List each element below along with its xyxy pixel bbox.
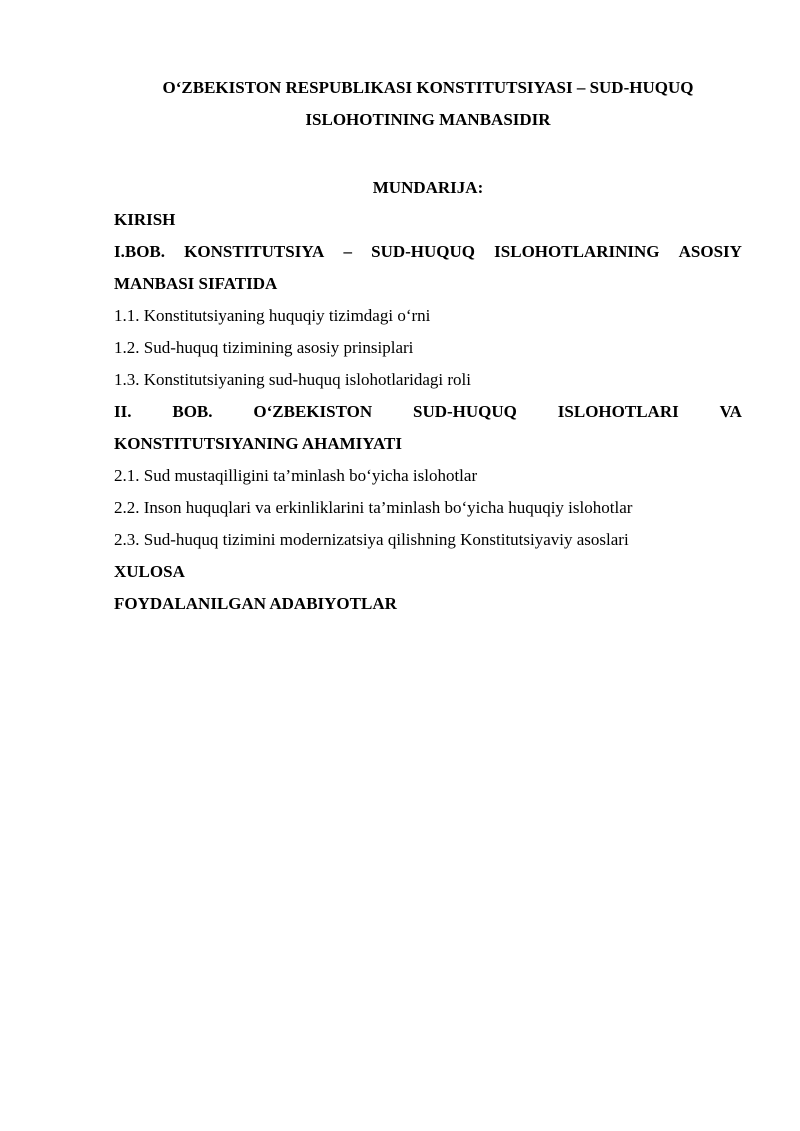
- toc-section-1-1: 1.1. Konstitutsiyaning huquqiy tizimdagi o‘rni: [114, 306, 431, 325]
- document-page: [114, 72, 742, 620]
- toc-chapter-1-line-1: [114, 236, 742, 268]
- toc-chapter-2-line-1: [114, 396, 742, 428]
- contents-heading: MUNDARIJA:: [372, 178, 484, 197]
- toc-section-1-3: 1.3. Konstitutsiyaning sud-huquq islohotlaridagi roli: [114, 370, 471, 389]
- chapter-1-word: –: [343, 242, 352, 261]
- toc-section-1-2: 1.2. Sud-huquq tizimining asosiy prinsiplari: [114, 338, 414, 357]
- toc-chapter-1-line-2: MANBASI SIFATIDA: [114, 274, 278, 293]
- toc-section-2-1: 2.1. Sud mustaqilligini ta’minlash bo‘yicha islohotlar: [114, 466, 478, 485]
- chapter-2-word: O‘ZBEKISTON: [253, 402, 373, 421]
- document-title-line-2: ISLOHOTINING MANBASIDIR: [305, 110, 551, 129]
- chapter-1-word: SUD-HUQUQ: [371, 242, 476, 261]
- toc-conclusion: XULOSA: [114, 562, 185, 581]
- chapter-2-word: II.: [114, 402, 132, 421]
- chapter-1-word: ASOSIY: [678, 242, 742, 261]
- chapter-1-word: KONSTITUTSIYA: [184, 242, 325, 261]
- chapter-2-word: SUD-HUQUQ: [413, 402, 517, 421]
- document-title-line-1: O‘ZBEKISTON RESPUBLIKASI KONSTITUTSIYASI – SUD-HUQUQ: [162, 78, 694, 97]
- toc-chapter-2-line-2: KONSTITUTSIYANING AHAMIYATI: [114, 434, 402, 453]
- chapter-2-word: ISLOHOTLARI: [557, 402, 679, 421]
- toc-references: FOYDALANILGAN ADABIYOTLAR: [114, 594, 397, 613]
- toc-intro: KIRISH: [114, 210, 176, 229]
- chapter-2-word: BOB.: [172, 402, 213, 421]
- chapter-1-word: I.BOB.: [114, 242, 166, 261]
- chapter-1-word: ISLOHOTLARINING: [494, 242, 660, 261]
- toc-section-2-2: 2.2. Inson huquqlari va erkinliklarini ta’minlash bo‘yicha huquqiy islohotlar: [114, 498, 633, 517]
- chapter-2-word: VA: [719, 402, 742, 421]
- toc-section-2-3: 2.3. Sud-huquq tizimini modernizatsiya qilishning Konstitutsiyaviy asoslari: [114, 530, 629, 549]
